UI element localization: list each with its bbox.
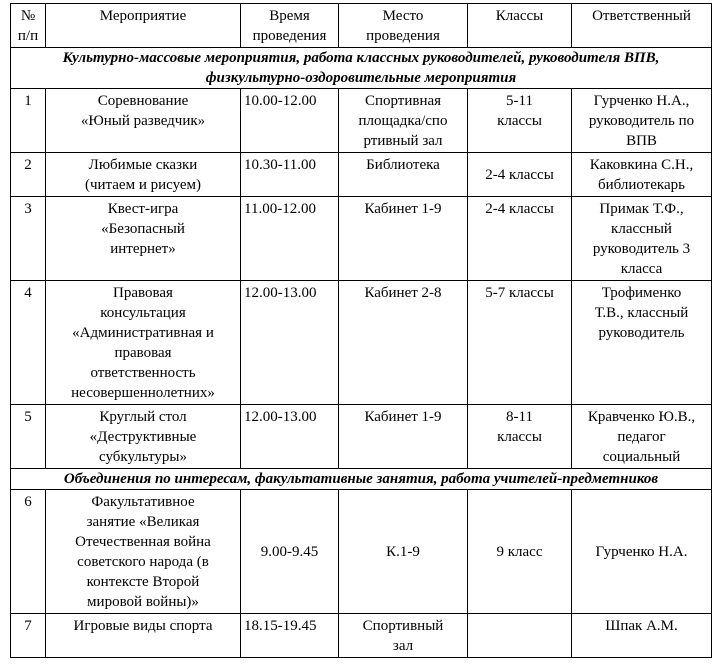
table-row (11, 281, 712, 405)
cell-event: Игровые виды спорта (46, 614, 241, 658)
cell-event: Соревнование «Юный разведчик» (46, 89, 241, 153)
section-row (11, 48, 712, 89)
schedule-table (10, 3, 712, 658)
header-row (11, 4, 712, 48)
table-row (11, 153, 712, 197)
cell-num: 7 (11, 614, 46, 658)
cell-num: 5 (11, 405, 46, 469)
cell-classes: 5-11 классы (468, 89, 572, 153)
cell-classes: 2-4 классы (468, 153, 572, 197)
section-title: Объединения по интересам, факультативные занятия, работа учителей-предметников (11, 469, 712, 490)
cell-place: Кабинет 1-9 (339, 405, 468, 469)
cell-num: 2 (11, 153, 46, 197)
cell-classes: 5-7 классы (468, 281, 572, 405)
cell-classes: 9 класс (468, 490, 572, 614)
cell-place: Спортивный зал (339, 614, 468, 658)
cell-responsible: Гурченко Н.А., руководитель по ВПВ (572, 89, 712, 153)
cell-event: Правовая консультация «Административная и правовая ответственность несовершеннолетних» (46, 281, 241, 405)
cell-place: Библиотека (339, 153, 468, 197)
cell-time: 10.30-11.00 (241, 153, 339, 197)
section-title: Культурно-массовые мероприятия, работа классных руководителей, руководителя ВПВ, физкультурно-оздоровительные мероприятия (11, 48, 712, 89)
cell-responsible: Гурченко Н.А. (572, 490, 712, 614)
table-row (11, 405, 712, 469)
header-place: Место проведения (339, 4, 468, 48)
cell-time: 11.00-12.00 (241, 197, 339, 281)
cell-time: 12.00-13.00 (241, 405, 339, 469)
cell-classes: 2-4 классы (468, 197, 572, 281)
cell-place: Кабинет 2-8 (339, 281, 468, 405)
table-row (11, 614, 712, 658)
cell-responsible: Каковкина С.Н., библиотекарь (572, 153, 712, 197)
cell-time: 9.00-9.45 (241, 490, 339, 614)
table-row (11, 89, 712, 153)
cell-place: Кабинет 1-9 (339, 197, 468, 281)
cell-classes: 8-11 классы (468, 405, 572, 469)
cell-responsible: Кравченко Ю.В., педагог социальный (572, 405, 712, 469)
header-event: Мероприятие (46, 4, 241, 48)
section-row (11, 469, 712, 490)
cell-classes (468, 614, 572, 658)
cell-num: 3 (11, 197, 46, 281)
cell-num: 4 (11, 281, 46, 405)
cell-event: Круглый стол «Деструктивные субкультуры» (46, 405, 241, 469)
cell-time: 12.00-13.00 (241, 281, 339, 405)
cell-event: Факультативное занятие «Великая Отечественная война советского народа (в контексте Второй мировой войны)» (46, 490, 241, 614)
cell-place: К.1-9 (339, 490, 468, 614)
cell-place: Спортивная площадка/спо ртивный зал (339, 89, 468, 153)
cell-responsible: Шпак А.М. (572, 614, 712, 658)
cell-time: 10.00-12.00 (241, 89, 339, 153)
cell-time: 18.15-19.45 (241, 614, 339, 658)
cell-num: 1 (11, 89, 46, 153)
header-num: № п/п (11, 4, 46, 48)
cell-event: Любимые сказки (читаем и рисуем) (46, 153, 241, 197)
header-classes: Классы (468, 4, 572, 48)
table-row (11, 490, 712, 614)
table-row (11, 197, 712, 281)
cell-num: 6 (11, 490, 46, 614)
cell-responsible: Примак Т.Ф., классный руководитель 3 класса (572, 197, 712, 281)
header-responsible: Ответственный (572, 4, 712, 48)
cell-event: Квест-игра «Безопасный интернет» (46, 197, 241, 281)
header-time: Время проведения (241, 4, 339, 48)
cell-responsible: Трофименко Т.В., классный руководитель (572, 281, 712, 405)
